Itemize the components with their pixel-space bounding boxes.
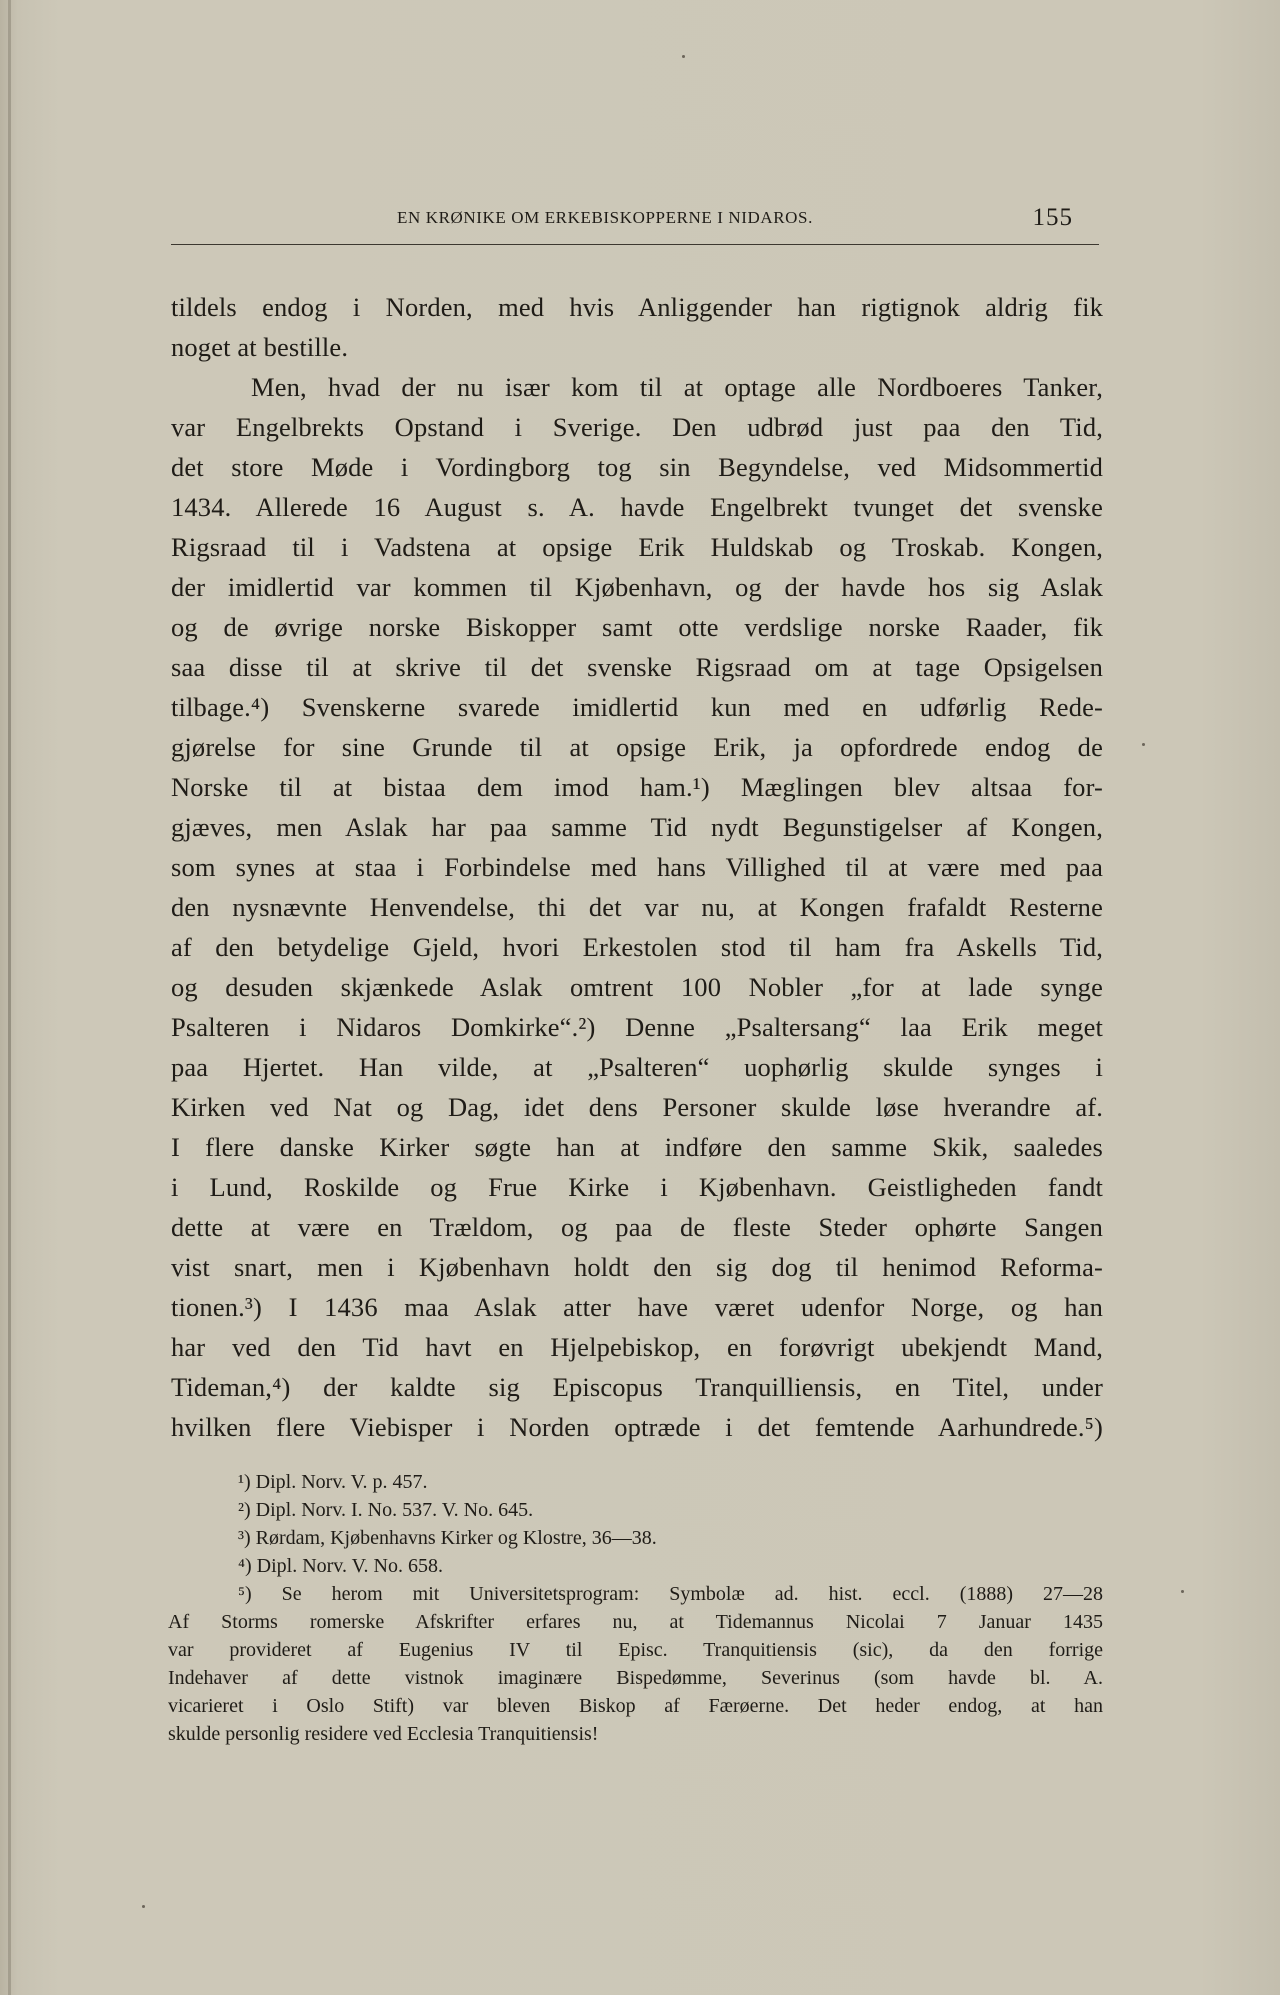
text-line: hvilken flere Viebisper i Norden optræde i det femtende Aarhundrede.⁵)	[171, 1412, 1103, 1442]
text-line: gjæves, men Aslak har paa samme Tid nydt Begunstigelser af Kongen,	[171, 812, 1103, 842]
text-line: tilbage.⁴) Svenskerne svarede imidlertid kun med en udførlig Rede-	[171, 692, 1103, 722]
footnote-5-line: skulde personlig residere ved Ecclesia Tranquitiensis!	[168, 1723, 599, 1745]
text-line: 1434. Allerede 16 August s. A. havde Engelbrekt tvunget det svenske	[171, 492, 1103, 522]
text-line: der imidlertid var kommen til Kjøbenhavn, og der havde hos sig Aslak	[171, 572, 1103, 602]
text-line: Tideman,⁴) der kaldte sig Episcopus Tranquilliensis, en Titel, under	[171, 1372, 1103, 1402]
text-line: har ved den Tid havt en Hjelpebiskop, en forøvrigt ubekjendt Mand,	[171, 1332, 1103, 1362]
text-line: Men, hvad der nu især kom til at optage alle Nordboeres Tanker,	[251, 372, 1103, 402]
text-line: tionen.³) I 1436 maa Aslak atter have været udenfor Norge, og han	[171, 1292, 1103, 1322]
text-line: Rigsraad til i Vadstena at opsige Erik Huldskab og Troskab. Kongen,	[171, 532, 1103, 562]
text-line: og desuden skjænkede Aslak omtrent 100 Nobler „for at lade synge	[171, 972, 1103, 1002]
running-title: EN KRØNIKE OM ERKEBISKOPPERNE I NIDAROS.	[397, 208, 813, 227]
footnote-2: ²) Dipl. Norv. I. No. 537. V. No. 645.	[238, 1499, 534, 1521]
footnote-5-line: vicarieret i Oslo Stift) var bleven Biskop af Færøerne. Det heder endog, at han	[168, 1695, 1103, 1717]
text-line: Kirken ved Nat og Dag, idet dens Personer skulde løse hverandre af.	[171, 1092, 1103, 1122]
text-line: det store Møde i Vordingborg tog sin Begyndelse, ved Midsommertid	[171, 452, 1103, 482]
text-line: som synes at staa i Forbindelse med hans Villighed til at være med paa	[171, 852, 1103, 882]
text-line: Norske til at bistaa dem imod ham.¹) Mæglingen blev altsaa for-	[171, 772, 1103, 802]
text-line: I flere danske Kirker søgte han at indføre den samme Skik, saaledes	[171, 1132, 1103, 1162]
binding-edge	[8, 0, 11, 1995]
text-line: Psalteren i Nidaros Domkirke“.²) Denne „Psaltersang“ laa Erik meget	[171, 1012, 1103, 1042]
footnote-1: ¹) Dipl. Norv. V. p. 457.	[238, 1471, 428, 1493]
footnote-3: ³) Rørdam, Kjøbenhavns Kirker og Klostre, 36—38.	[238, 1527, 657, 1549]
header-rule	[171, 244, 1099, 245]
footnote-5-line: var provideret af Eugenius IV til Episc. Tranquitiensis (sic), da den forrige	[168, 1639, 1103, 1661]
body-text	[171, 287, 1103, 1447]
paper-speck	[1142, 743, 1145, 746]
text-line: og de øvrige norske Biskopper samt otte verdslige norske Raader, fik	[171, 612, 1103, 642]
paper-speck	[1181, 1590, 1184, 1593]
paper-speck	[142, 1905, 145, 1908]
text-line: var Engelbrekts Opstand i Sverige. Den udbrød just paa den Tid,	[171, 412, 1103, 442]
text-line: noget at bestille.	[171, 332, 349, 362]
footnotes	[168, 1468, 1103, 1748]
paper-speck	[682, 55, 685, 58]
text-line: paa Hjertet. Han vilde, at „Psalteren“ uophørlig skulde synges i	[171, 1052, 1103, 1082]
text-line: den nysnævnte Henvendelse, thi det var nu, at Kongen frafaldt Resterne	[171, 892, 1103, 922]
text-line: saa disse til at skrive til det svenske Rigsraad om at tage Opsigelsen	[171, 652, 1103, 682]
text-line: dette at være en Trældom, og paa de fleste Steder ophørte Sangen	[171, 1212, 1103, 1242]
text-line: af den betydelige Gjeld, hvori Erkestolen stod til ham fra Askells Tid,	[171, 932, 1103, 962]
footnote-5-line: Af Storms romerske Afskrifter erfares nu, at Tidemannus Nicolai 7 Januar 1435	[168, 1611, 1103, 1633]
text-line: vist snart, men i Kjøbenhavn holdt den sig dog til henimod Reforma-	[171, 1252, 1103, 1282]
page-number: 155	[1032, 204, 1073, 231]
page-header	[171, 206, 1101, 246]
text-line: gjørelse for sine Grunde til at opsige Erik, ja opfordrede endog de	[171, 732, 1103, 762]
text-line: i Lund, Roskilde og Frue Kirke i Kjøbenhavn. Geistligheden fandt	[171, 1172, 1103, 1202]
footnote-5-line: Indehaver af dette vistnok imaginære Bispedømme, Severinus (som havde bl. A.	[168, 1667, 1103, 1689]
footnote-5: ⁵) Se herom mit Universitetsprogram: Symbolæ ad. hist. eccl. (1888) 27—28	[238, 1583, 1103, 1605]
text-line: tildels endog i Norden, med hvis Anliggender han rigtignok aldrig fik	[171, 292, 1103, 322]
footnote-4: ⁴) Dipl. Norv. V. No. 658.	[238, 1555, 443, 1577]
